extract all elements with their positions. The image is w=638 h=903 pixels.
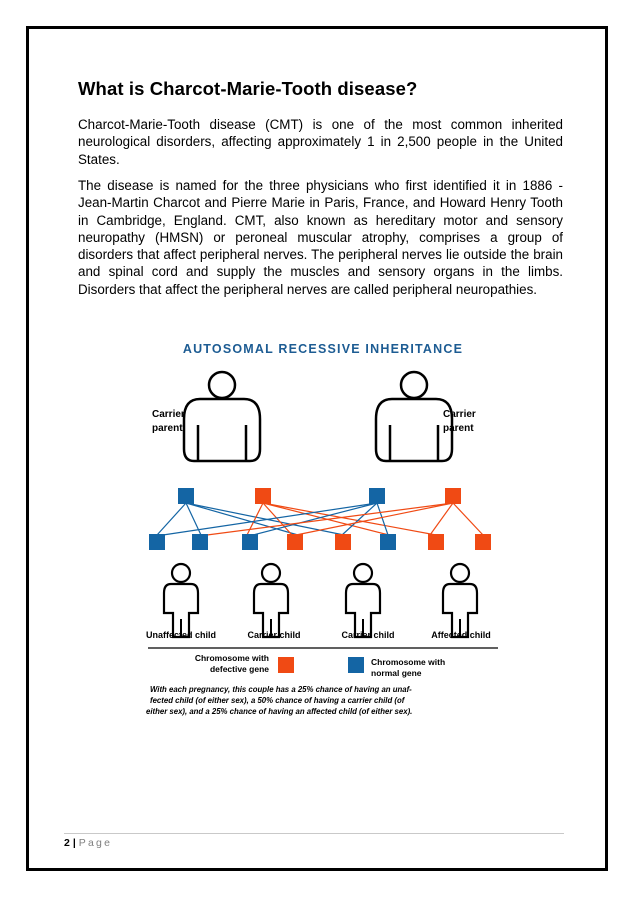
child-figure-2 <box>254 564 288 637</box>
legend-defective-line1: Chromosome with <box>194 653 269 663</box>
legend-normal-line1: Chromosome with <box>371 657 446 667</box>
legend-normal-swatch <box>348 657 364 673</box>
parent-chromosomes <box>178 488 461 504</box>
child-figure-1 <box>164 564 198 637</box>
child3-gene-a <box>335 534 351 550</box>
inheritance-lines <box>157 503 483 535</box>
page-word: Page <box>78 837 113 849</box>
footer-rule <box>64 833 564 834</box>
child3-gene-b <box>380 534 396 550</box>
parent-label-left-line2: parent <box>152 423 183 434</box>
carrier-parent-left <box>184 372 260 461</box>
diagram-title: AUTOSOMAL RECESSIVE INHERITANCE <box>182 342 464 356</box>
parent-left-normal-gene <box>178 488 194 504</box>
parent-label-right-line1: Carrier <box>443 409 476 420</box>
child2-gene-a <box>242 534 258 550</box>
child-figure-3 <box>346 564 380 637</box>
history-paragraph: The disease is named for the three physicians who first identified it in 1886 - Jean-Martin Charcot and Pierre Marie in Paris, France, and Howard Henry Tooth in Cambridge, England. CMT, also known as hereditary motor and sensory neuropathy (HMSN) or peroneal muscular atrophy, comprises a group of disorders that affect peripheral nerves. The peripheral nerves lie outside the brain and spinal cord and supply the muscles and sensory organs in the limbs. Disorders that affect the peripheral nerves are called peripheral neuropathies. <box>78 178 563 297</box>
child-chromosomes <box>149 534 491 550</box>
parent-left-defective-gene <box>255 488 271 504</box>
inheritance-diagram <box>138 335 508 725</box>
page-footer <box>64 837 112 849</box>
legend-normal-line2: normal gene <box>371 668 422 678</box>
child1-gene-a <box>149 534 165 550</box>
child4-gene-b <box>475 534 491 550</box>
carrier-parent-right <box>376 372 452 461</box>
page-separator: | <box>72 837 76 849</box>
child-label-carrier-1: Carrier child <box>247 630 301 640</box>
parent-label-right-line2: parent <box>443 423 474 434</box>
child-label-carrier-2: Carrier child <box>341 630 395 640</box>
parent-label-left-line1: Carrier <box>152 409 185 420</box>
child-figure-4 <box>443 564 477 637</box>
child-label-affected: Affected child <box>431 630 491 640</box>
parent-right-normal-gene <box>369 488 385 504</box>
diagram-caption-line2: fected child (of either sex), a 50% chance of having a carrier child (of <box>150 696 405 705</box>
child4-gene-a <box>428 534 444 550</box>
diagram-caption-line3: either sex), and a 25% chance of having an affected child (of either sex). <box>146 707 413 716</box>
child-label-unaffected: Unaffected child <box>145 630 217 640</box>
legend-defective-swatch <box>278 657 294 673</box>
legend-defective-line2: defective gene <box>209 664 269 674</box>
diagram-caption-line1: With each pregnancy, this couple has a 25% chance of having an unaf- <box>150 685 412 694</box>
parent-right-defective-gene <box>445 488 461 504</box>
intro-paragraph: Charcot-Marie-Tooth disease (CMT) is one of the most common inherited neurological disorders, affecting approximately 1 in 2,500 people in the United States. <box>78 117 563 167</box>
page-number: 2 <box>64 837 70 849</box>
page-heading: What is Charcot-Marie-Tooth disease? <box>78 78 418 99</box>
child2-gene-b <box>287 534 303 550</box>
child1-gene-b <box>192 534 208 550</box>
